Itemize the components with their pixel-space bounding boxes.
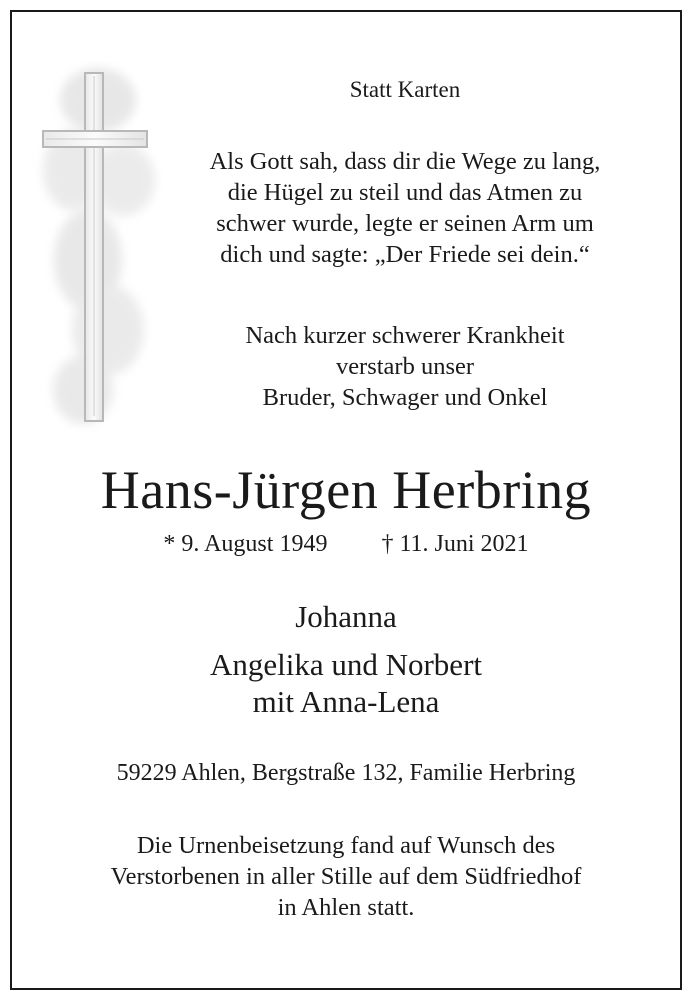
poem-line: Als Gott sah, dass dir die Wege zu lang, [209, 148, 601, 175]
deceased-name: Hans-Jürgen Herbring [100, 460, 592, 520]
statt-karten-heading: Statt Karten [349, 77, 461, 102]
poem-verse [160, 146, 650, 270]
poem-line: schwer wurde, legte er seinen Arm um [216, 210, 594, 237]
announcement-line: verstarb unser [335, 353, 475, 380]
cross-icon [28, 60, 168, 440]
death-date: † 11. Juni 2021 [381, 531, 529, 557]
announcement-line: Nach kurzer schwerer Krankheit [245, 322, 565, 349]
burial-notice [0, 830, 692, 923]
closing-line: Verstorbenen in aller Stille auf dem Südfriedhof [110, 863, 582, 890]
death-announcement [160, 320, 650, 413]
mourner-line: Angelika und Norbert [209, 647, 483, 682]
closing-line: in Ahlen statt. [277, 894, 415, 921]
announcement-line: Bruder, Schwager und Onkel [262, 384, 548, 411]
mourner-family [0, 646, 692, 720]
poem-line: dich und sagte: „Der Friede sei dein.“ [220, 241, 590, 268]
mourner-name: Johanna [295, 599, 397, 634]
mourner-line: mit Anna-Lena [252, 684, 440, 719]
birth-date: * 9. August 1949 [163, 531, 328, 557]
closing-line: Die Urnenbeisetzung fand auf Wunsch des [136, 832, 556, 859]
family-address: 59229 Ahlen, Bergstraße 132, Familie Herbring [116, 760, 576, 786]
life-dates [0, 529, 692, 559]
poem-line: die Hügel zu steil und das Atmen zu [227, 179, 583, 206]
